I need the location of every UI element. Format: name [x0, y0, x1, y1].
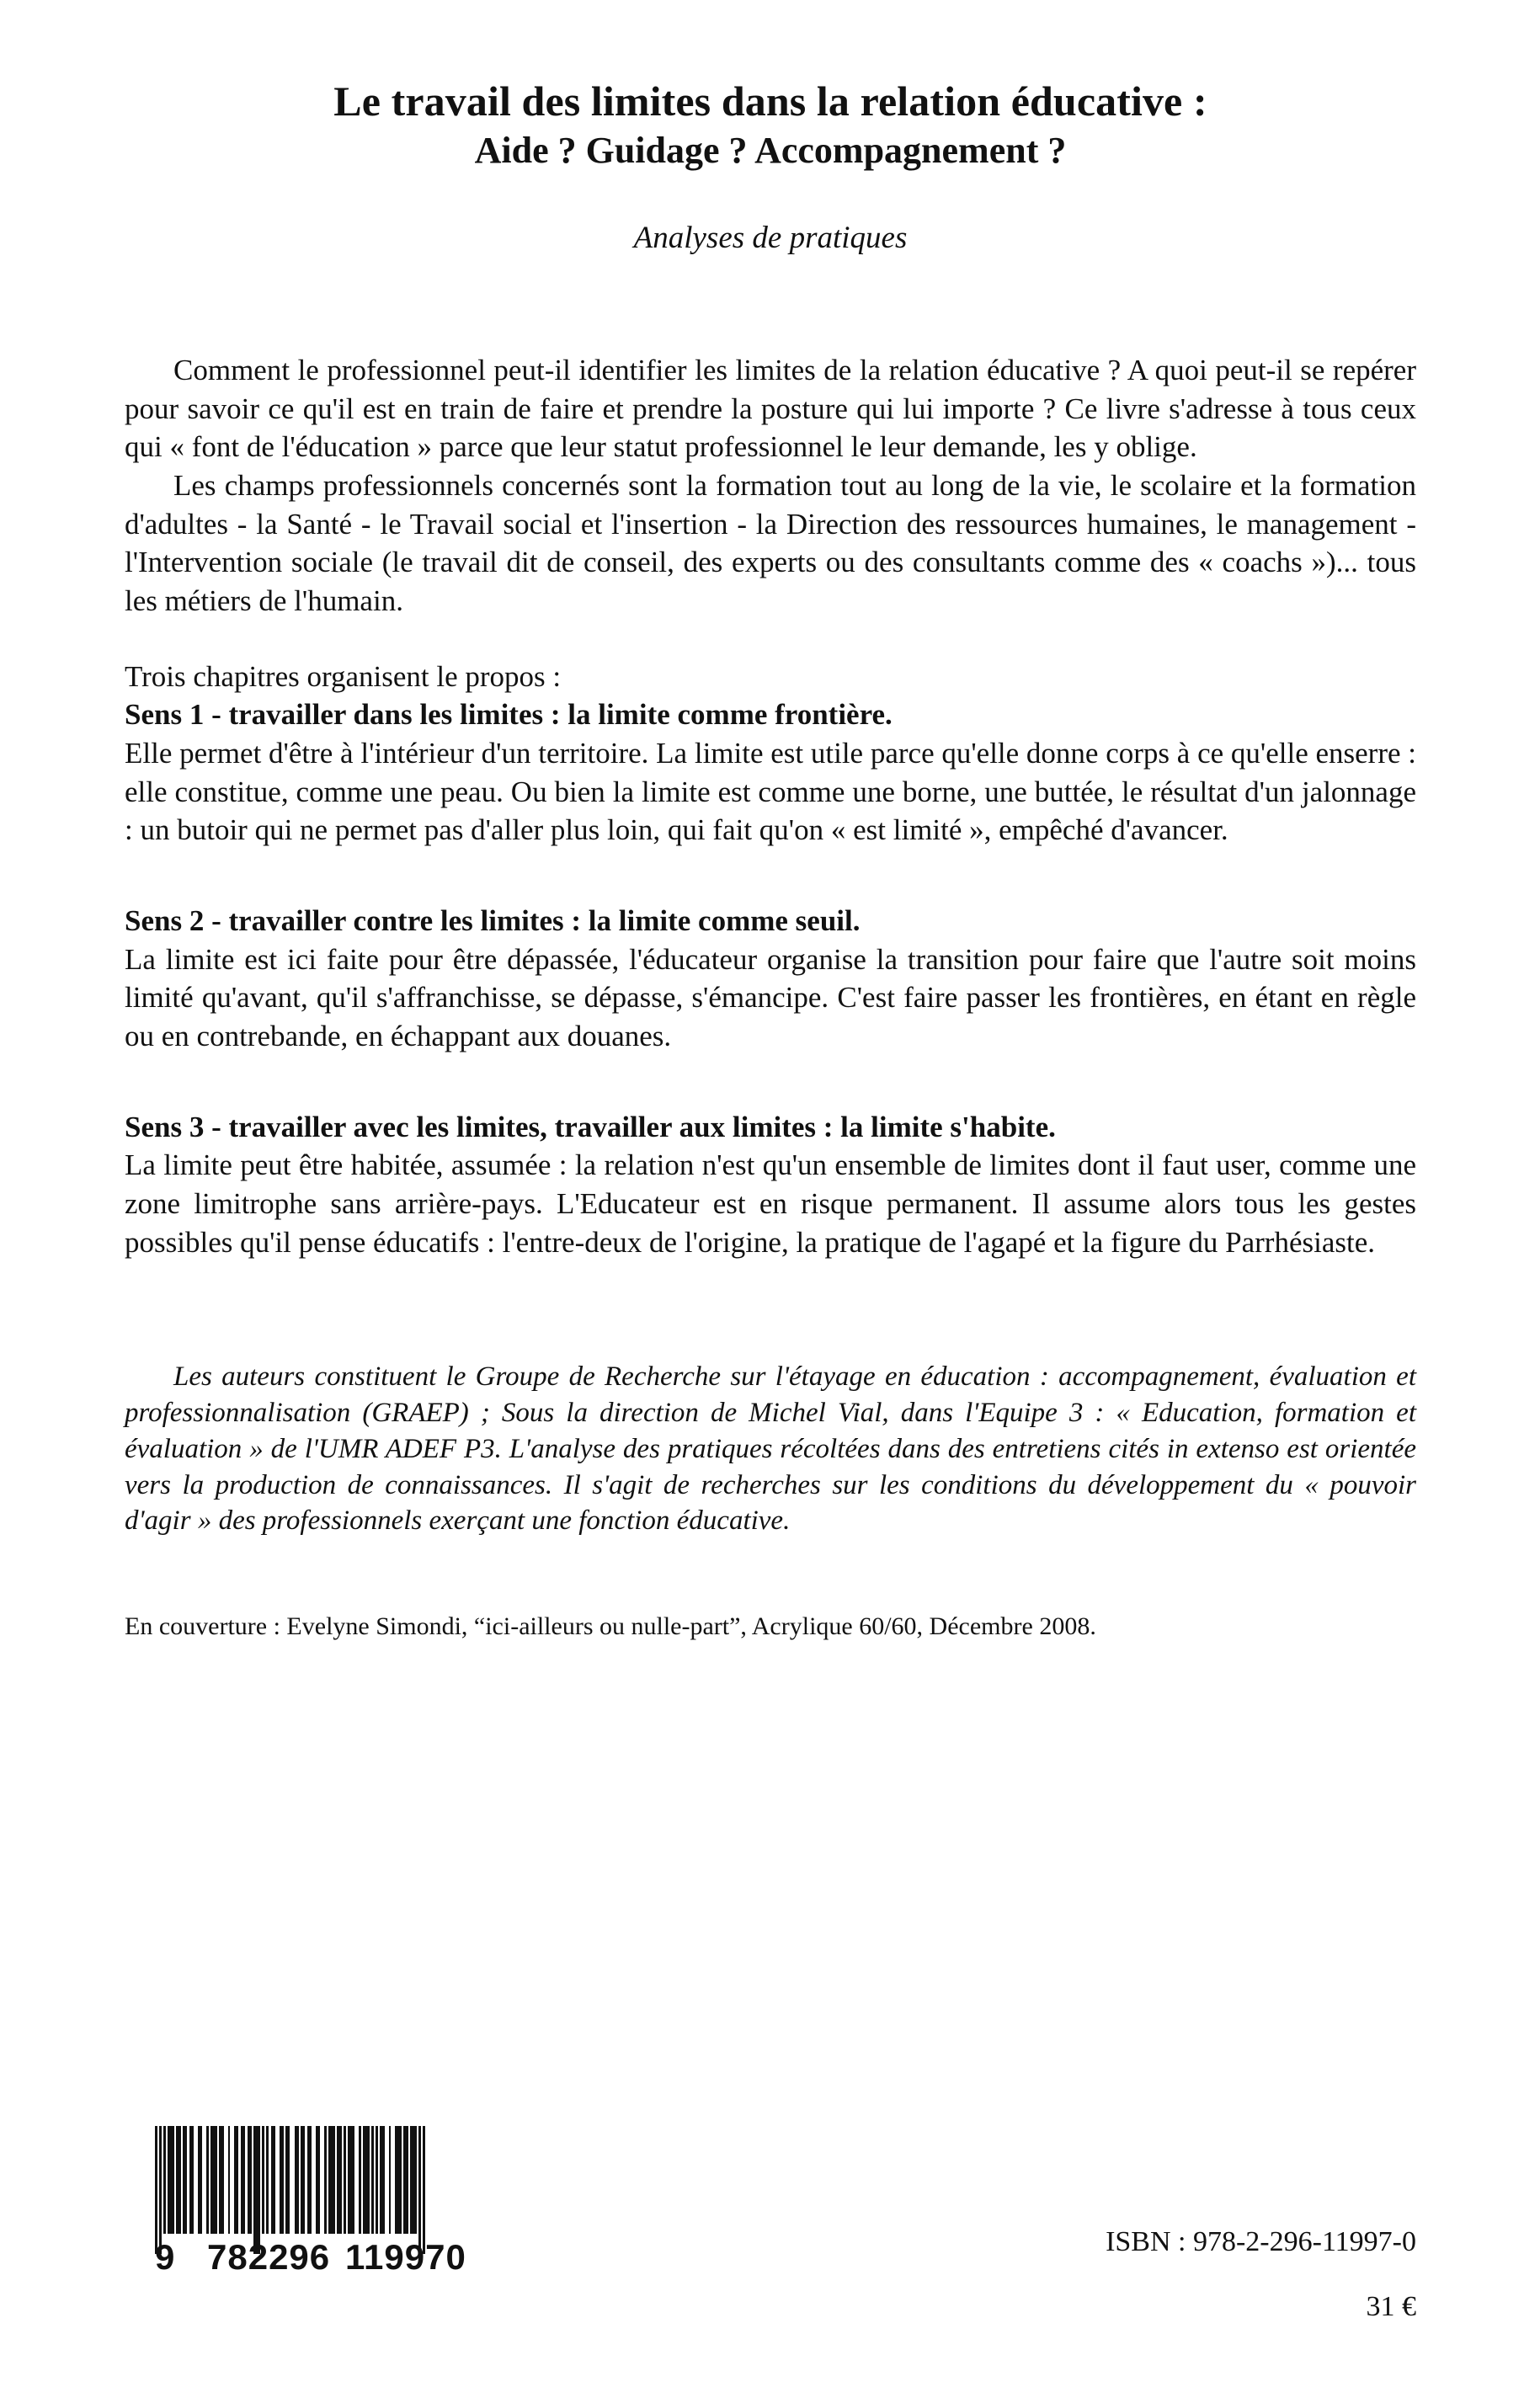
- barcode-bar: [410, 2126, 417, 2234]
- sens-1-body: Elle permet d'être à l'intérieur d'un territoire. La limite est utile parce qu'elle donne corps à ce qu'elle enserre : elle constitue, comme une peau. Ou bien la limite est comme une borne, une buttée, le résultat d'un jalonnage : un butoir qui ne permet pas d'aller plus loin, qui fait qu'on « est limité », empêché d'avancer.: [125, 737, 1416, 847]
- authors-description: Les auteurs constituent le Groupe de Recherche sur l'étayage en éducation : accompagnement, évaluation et professionnalisation (GRAEP) ; Sous la direction de Michel Vial, dans l'Equipe 3 : « Education, formation et évaluation » de l'UMR ADEF P3. L'analyse des pratiques récoltées dans des entretiens cités in extenso est orientée vers la production de connaissances. Il s'agit de recherches sur les conditions du développement du « pouvoir d'agir » des professionnels exerçant une fonction éducative.: [125, 1361, 1416, 1537]
- paragraph-intro-2: Les champs professionnels concernés sont la formation tout au long de la vie, le scolaire et la formation d'adultes - la Santé - le Travail social et l'insertion - la Direction des ressources humaines, le management - l'Intervention sociale (le travail dit de conseil, des experts ou des consultants comme des « coachs »)... tous les métiers de l'humain.: [125, 469, 1416, 618]
- sens-3-heading: Sens 3 - travailler avec les limites, travailler aux limites : la limite s'habite.: [125, 1110, 1056, 1143]
- barcode-bar: [253, 2126, 260, 2254]
- book-subtitle: Analyses de pratiques: [633, 220, 908, 255]
- barcode-lead-digit: 9: [155, 2237, 176, 2277]
- paragraph-intro-1: Comment le professionnel peut-il identifier les limites de la relation éducative ? A quoi peut-il se repérer pour savoir ce qu'il est en train de faire et prendre la posture qui lui importe ? Ce livre s'adresse à tous ceux qui « font de l'éducation » parce que leur statut professionnel le leur demande, les y oblige.: [125, 353, 1416, 464]
- spacer: [125, 621, 1416, 658]
- spacer: [125, 850, 1416, 902]
- barcode-right-digits: 119970: [345, 2237, 466, 2277]
- sens-2-heading: Sens 2 - travailler contre les limites : la limite comme seuil.: [125, 904, 861, 938]
- sens-2-body: La limite est ici faite pour être dépassée, l'éducateur organise la transition pour faire que l'autre soit moins limité qu'avant, qu'il s'affranchisse, se dépasse, s'émancipe. C'est faire passer les frontières, en étant en règle ou en contrebande, en échappant aux douanes.: [125, 942, 1416, 1053]
- isbn-number: ISBN : 978-2-296-11997-0: [1106, 2226, 1416, 2257]
- book-title-line-2: Aide ? Guidage ? Accompagnement ?: [474, 130, 1067, 171]
- page-content: [125, 0, 1416, 1643]
- barcode-bar: [423, 2126, 425, 2254]
- isbn-block: [827, 2224, 1416, 2326]
- barcode-bar: [363, 2126, 370, 2234]
- footer-block: [125, 2126, 1416, 2320]
- barcode-bar: [348, 2126, 354, 2234]
- barcode-bar: [210, 2126, 217, 2234]
- barcode: [155, 2126, 492, 2276]
- sens-3-body: La limite peut être habitée, assumée : la relation n'est qu'un ensemble de limites dont il faut user, comme une zone limitrophe sans arrière-pays. L'Educateur est en risque permanent. Il assume alors tous les gestes possibles qu'il pense éducatifs : l'entre-deux de l'origine, la pratique de l'agapé et la figure du Parrhésiaste.: [125, 1148, 1416, 1259]
- book-title-line-1: Le travail des limites dans la relation éducative :: [333, 77, 1207, 125]
- barcode-bar: [168, 2126, 174, 2234]
- spacer: [125, 1056, 1416, 1108]
- barcode-bar: [328, 2126, 335, 2234]
- price: 31 €: [1366, 2290, 1416, 2322]
- sens-1-heading: Sens 1 - travailler dans les limites : la limite comme frontière.: [125, 698, 893, 732]
- barcode-bars: [155, 2126, 492, 2234]
- cover-credit-line: En couverture : Evelyne Simondi, “ici-ailleurs ou nulle-part”, Acrylique 60/60, Décembre 2008.: [125, 1612, 1096, 1641]
- barcode-left-digits: 782296: [207, 2237, 331, 2277]
- body-block: [125, 351, 1416, 1261]
- title-block: [125, 0, 1416, 257]
- chapters-intro-line: Trois chapitres organisent le propos :: [125, 659, 562, 693]
- authors-block: [125, 1359, 1416, 1539]
- barcode-bar: [395, 2126, 402, 2234]
- barcode-digits: [155, 2237, 492, 2276]
